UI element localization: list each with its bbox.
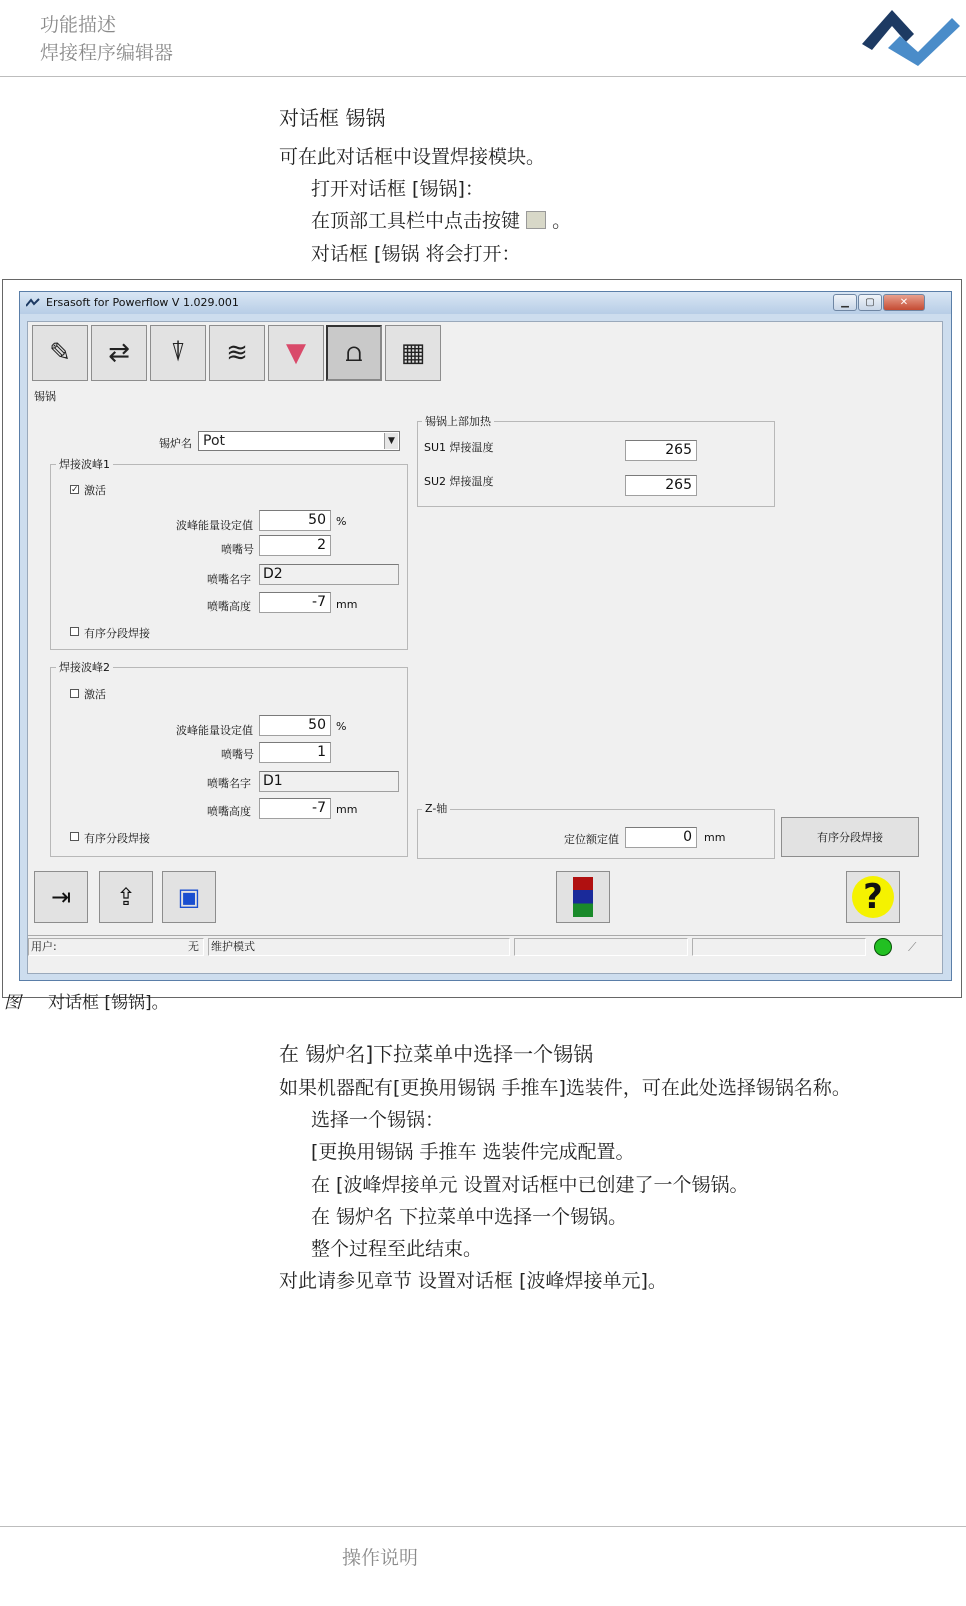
section2-step1: 选择一个锡锅： bbox=[311, 1109, 445, 1131]
wave2-title: 焊接波峰2 bbox=[56, 659, 113, 675]
question-mark-icon: ? bbox=[852, 876, 894, 918]
wave1-nozzle-name-label: 喷嘴名字 bbox=[207, 573, 251, 586]
pot-toolbar-icon bbox=[526, 211, 546, 229]
sequential-soldering-button[interactable]: 有序分段焊接 bbox=[781, 817, 919, 857]
su1-temp-input[interactable]: 265 bbox=[625, 440, 697, 461]
color-stack-icon bbox=[573, 877, 593, 917]
header-chapter: 功能描述 bbox=[40, 14, 117, 36]
toolbar-conveyor-button[interactable] bbox=[91, 325, 147, 381]
pencil-icon: ✎ bbox=[49, 338, 71, 368]
toolbar-fluxer-button[interactable] bbox=[150, 325, 206, 381]
wave1-title: 焊接波峰1 bbox=[56, 456, 113, 472]
section2-step5: 整个过程至此结束。 bbox=[311, 1238, 483, 1260]
toolbar-table-button[interactable] bbox=[385, 325, 441, 381]
wave1-nozzle-height-input[interactable]: -7 bbox=[259, 592, 331, 613]
step-open-dialog: 打开对话框 [锡锅]： bbox=[311, 178, 484, 200]
wave2-nozzle-no-input[interactable]: 1 bbox=[259, 742, 331, 763]
wave1-activate-label: 激活 bbox=[84, 484, 106, 497]
status-cell-3 bbox=[514, 938, 688, 956]
close-button[interactable]: ✕ bbox=[883, 294, 925, 311]
floppy-icon: ▣ bbox=[177, 883, 201, 911]
section2-step2: [更换用锡锅 手推车 选装件完成配置。 bbox=[311, 1141, 635, 1163]
z-pos-unit: mm bbox=[704, 831, 726, 844]
section2-step4: 在 锡炉名 下拉菜单中选择一个锡锅。 bbox=[311, 1206, 628, 1228]
section2-intro: 如果机器配有[更换用锡锅 手推车]选装件，可在此处选择锡锅名称。 bbox=[279, 1077, 851, 1099]
figure-caption: 对话框 [锡锅]。 bbox=[48, 993, 169, 1013]
z-pos-label: 定位额定值 bbox=[564, 833, 619, 846]
chevron-down-icon[interactable]: ▼ bbox=[384, 433, 398, 449]
figure-label: 图 bbox=[4, 993, 21, 1013]
section-heading-select-pot: 在 锡炉名]下拉菜单中选择一个锡锅 bbox=[279, 1042, 594, 1066]
solder-pot-icon: ⩍ bbox=[345, 337, 363, 368]
exit-door-icon: ⇥ bbox=[50, 883, 72, 911]
wave1-energy-unit: % bbox=[336, 515, 347, 528]
section2-reference: 对此请参见章节 设置对话框 [波峰焊接单元]。 bbox=[279, 1270, 667, 1292]
wave2-sequential-checkbox[interactable] bbox=[70, 832, 79, 841]
wave2-nozzle-height-input[interactable]: -7 bbox=[259, 798, 331, 819]
nozzle-icon: ▼ bbox=[286, 338, 306, 368]
z-pos-input[interactable]: 0 bbox=[625, 827, 697, 848]
ersa-logo-icon bbox=[862, 4, 962, 68]
wave2-nozzle-no-label: 喷嘴号 bbox=[221, 748, 254, 761]
fluxer-icon: ⍒ bbox=[170, 337, 186, 368]
wave1-energy-input[interactable]: 50 bbox=[259, 510, 331, 531]
resize-grip-icon[interactable]: ⟋ bbox=[908, 940, 917, 954]
pot-select[interactable] bbox=[198, 431, 400, 451]
table-icon: ▦ bbox=[400, 338, 426, 368]
save-button[interactable] bbox=[162, 871, 216, 923]
app-window bbox=[19, 291, 952, 981]
upload-icon: ⇪ bbox=[115, 883, 137, 911]
section-heading-pot-dialog: 对话框 锡锅 bbox=[279, 106, 386, 130]
header-rule bbox=[0, 76, 966, 77]
footer-text: 操作说明 bbox=[342, 1547, 419, 1569]
minimize-button[interactable]: ▁ bbox=[833, 294, 857, 311]
load-button[interactable] bbox=[99, 871, 153, 923]
top-heat-group bbox=[417, 421, 775, 507]
title-bar bbox=[20, 292, 951, 314]
pot-name-label: 锡炉名 bbox=[159, 437, 192, 450]
pot-select-value: Pot bbox=[203, 433, 225, 449]
wave1-nozzle-no-label: 喷嘴号 bbox=[221, 543, 254, 556]
status-mode: 维护模式 bbox=[208, 938, 510, 956]
wave2-activate-checkbox[interactable] bbox=[70, 689, 79, 698]
wave2-nozzle-height-label: 喷嘴高度 bbox=[207, 805, 251, 818]
heater-icon: ≋ bbox=[226, 338, 248, 368]
footer-rule bbox=[0, 1526, 966, 1527]
wave2-energy-unit: % bbox=[336, 720, 347, 733]
color-indicator-button[interactable] bbox=[556, 871, 610, 923]
su2-label: SU2 焊接温度 bbox=[424, 475, 494, 488]
app-logo-icon bbox=[26, 297, 40, 309]
toolbar-preheat-button[interactable] bbox=[209, 325, 265, 381]
wave2-energy-input[interactable]: 50 bbox=[259, 715, 331, 736]
step-click-end: 。 bbox=[552, 210, 572, 232]
top-heat-title: 锡锅上部加热 bbox=[422, 413, 494, 429]
step-click-text: 在顶部工具栏中点击按键 bbox=[311, 210, 521, 232]
connection-led-icon bbox=[874, 938, 892, 956]
wave1-nozzle-no-input[interactable]: 2 bbox=[259, 535, 331, 556]
wave1-sequential-checkbox[interactable] bbox=[70, 627, 79, 636]
wave1-activate-checkbox[interactable]: ✓ bbox=[71, 485, 79, 495]
wave2-nozzle-height-unit: mm bbox=[336, 803, 358, 816]
status-cell-4 bbox=[692, 938, 866, 956]
help-button[interactable] bbox=[846, 871, 900, 923]
header-subchapter: 焊接程序编辑器 bbox=[40, 42, 174, 64]
toolbar-edit-button[interactable] bbox=[32, 325, 88, 381]
window-title: Ersasoft for Powerflow V 1.029.001 bbox=[46, 296, 239, 309]
z-axis-title: Z-轴 bbox=[422, 800, 450, 816]
status-user bbox=[28, 938, 204, 956]
status-user-value: 无 bbox=[188, 940, 199, 953]
wave2-sequential-label: 有序分段焊接 bbox=[84, 832, 150, 845]
status-bar bbox=[28, 935, 942, 957]
status-user-label: 用户: bbox=[31, 940, 57, 953]
section2-step3: 在 [波峰焊接单元 设置对话框中已创建了一个锡锅。 bbox=[311, 1174, 749, 1196]
wave2-activate-label: 激活 bbox=[84, 688, 106, 701]
wave1-nozzle-height-unit: mm bbox=[336, 598, 358, 611]
wave2-nozzle-name-field: D1 bbox=[259, 771, 399, 792]
toolbar-pot-button[interactable] bbox=[326, 325, 382, 381]
step-dialog-opens: 对话框 [锡锅 将会打开： bbox=[311, 243, 521, 265]
wave1-sequential-label: 有序分段焊接 bbox=[84, 627, 150, 640]
wave1-nozzle-name-field: D2 bbox=[259, 564, 399, 585]
dialog-client bbox=[27, 321, 943, 974]
maximize-button[interactable]: ▢ bbox=[858, 294, 882, 311]
wave1-nozzle-height-label: 喷嘴高度 bbox=[207, 600, 251, 613]
su1-label: SU1 焊接温度 bbox=[424, 441, 494, 454]
su2-temp-input[interactable]: 265 bbox=[625, 475, 697, 496]
step-click-button bbox=[311, 206, 571, 233]
wave2-nozzle-name-label: 喷嘴名字 bbox=[207, 777, 251, 790]
toolbar-nozzle-button[interactable] bbox=[268, 325, 324, 381]
section-intro: 可在此对话框中设置焊接模块。 bbox=[279, 146, 546, 168]
exit-button[interactable] bbox=[34, 871, 88, 923]
page-title: 锡锅 bbox=[34, 390, 56, 403]
dialog-screenshot bbox=[2, 279, 962, 998]
wave1-energy-label: 波峰能量设定值 bbox=[176, 519, 253, 532]
wave2-energy-label: 波峰能量设定值 bbox=[176, 724, 253, 737]
conveyor-icon: ⇄ bbox=[108, 338, 130, 368]
